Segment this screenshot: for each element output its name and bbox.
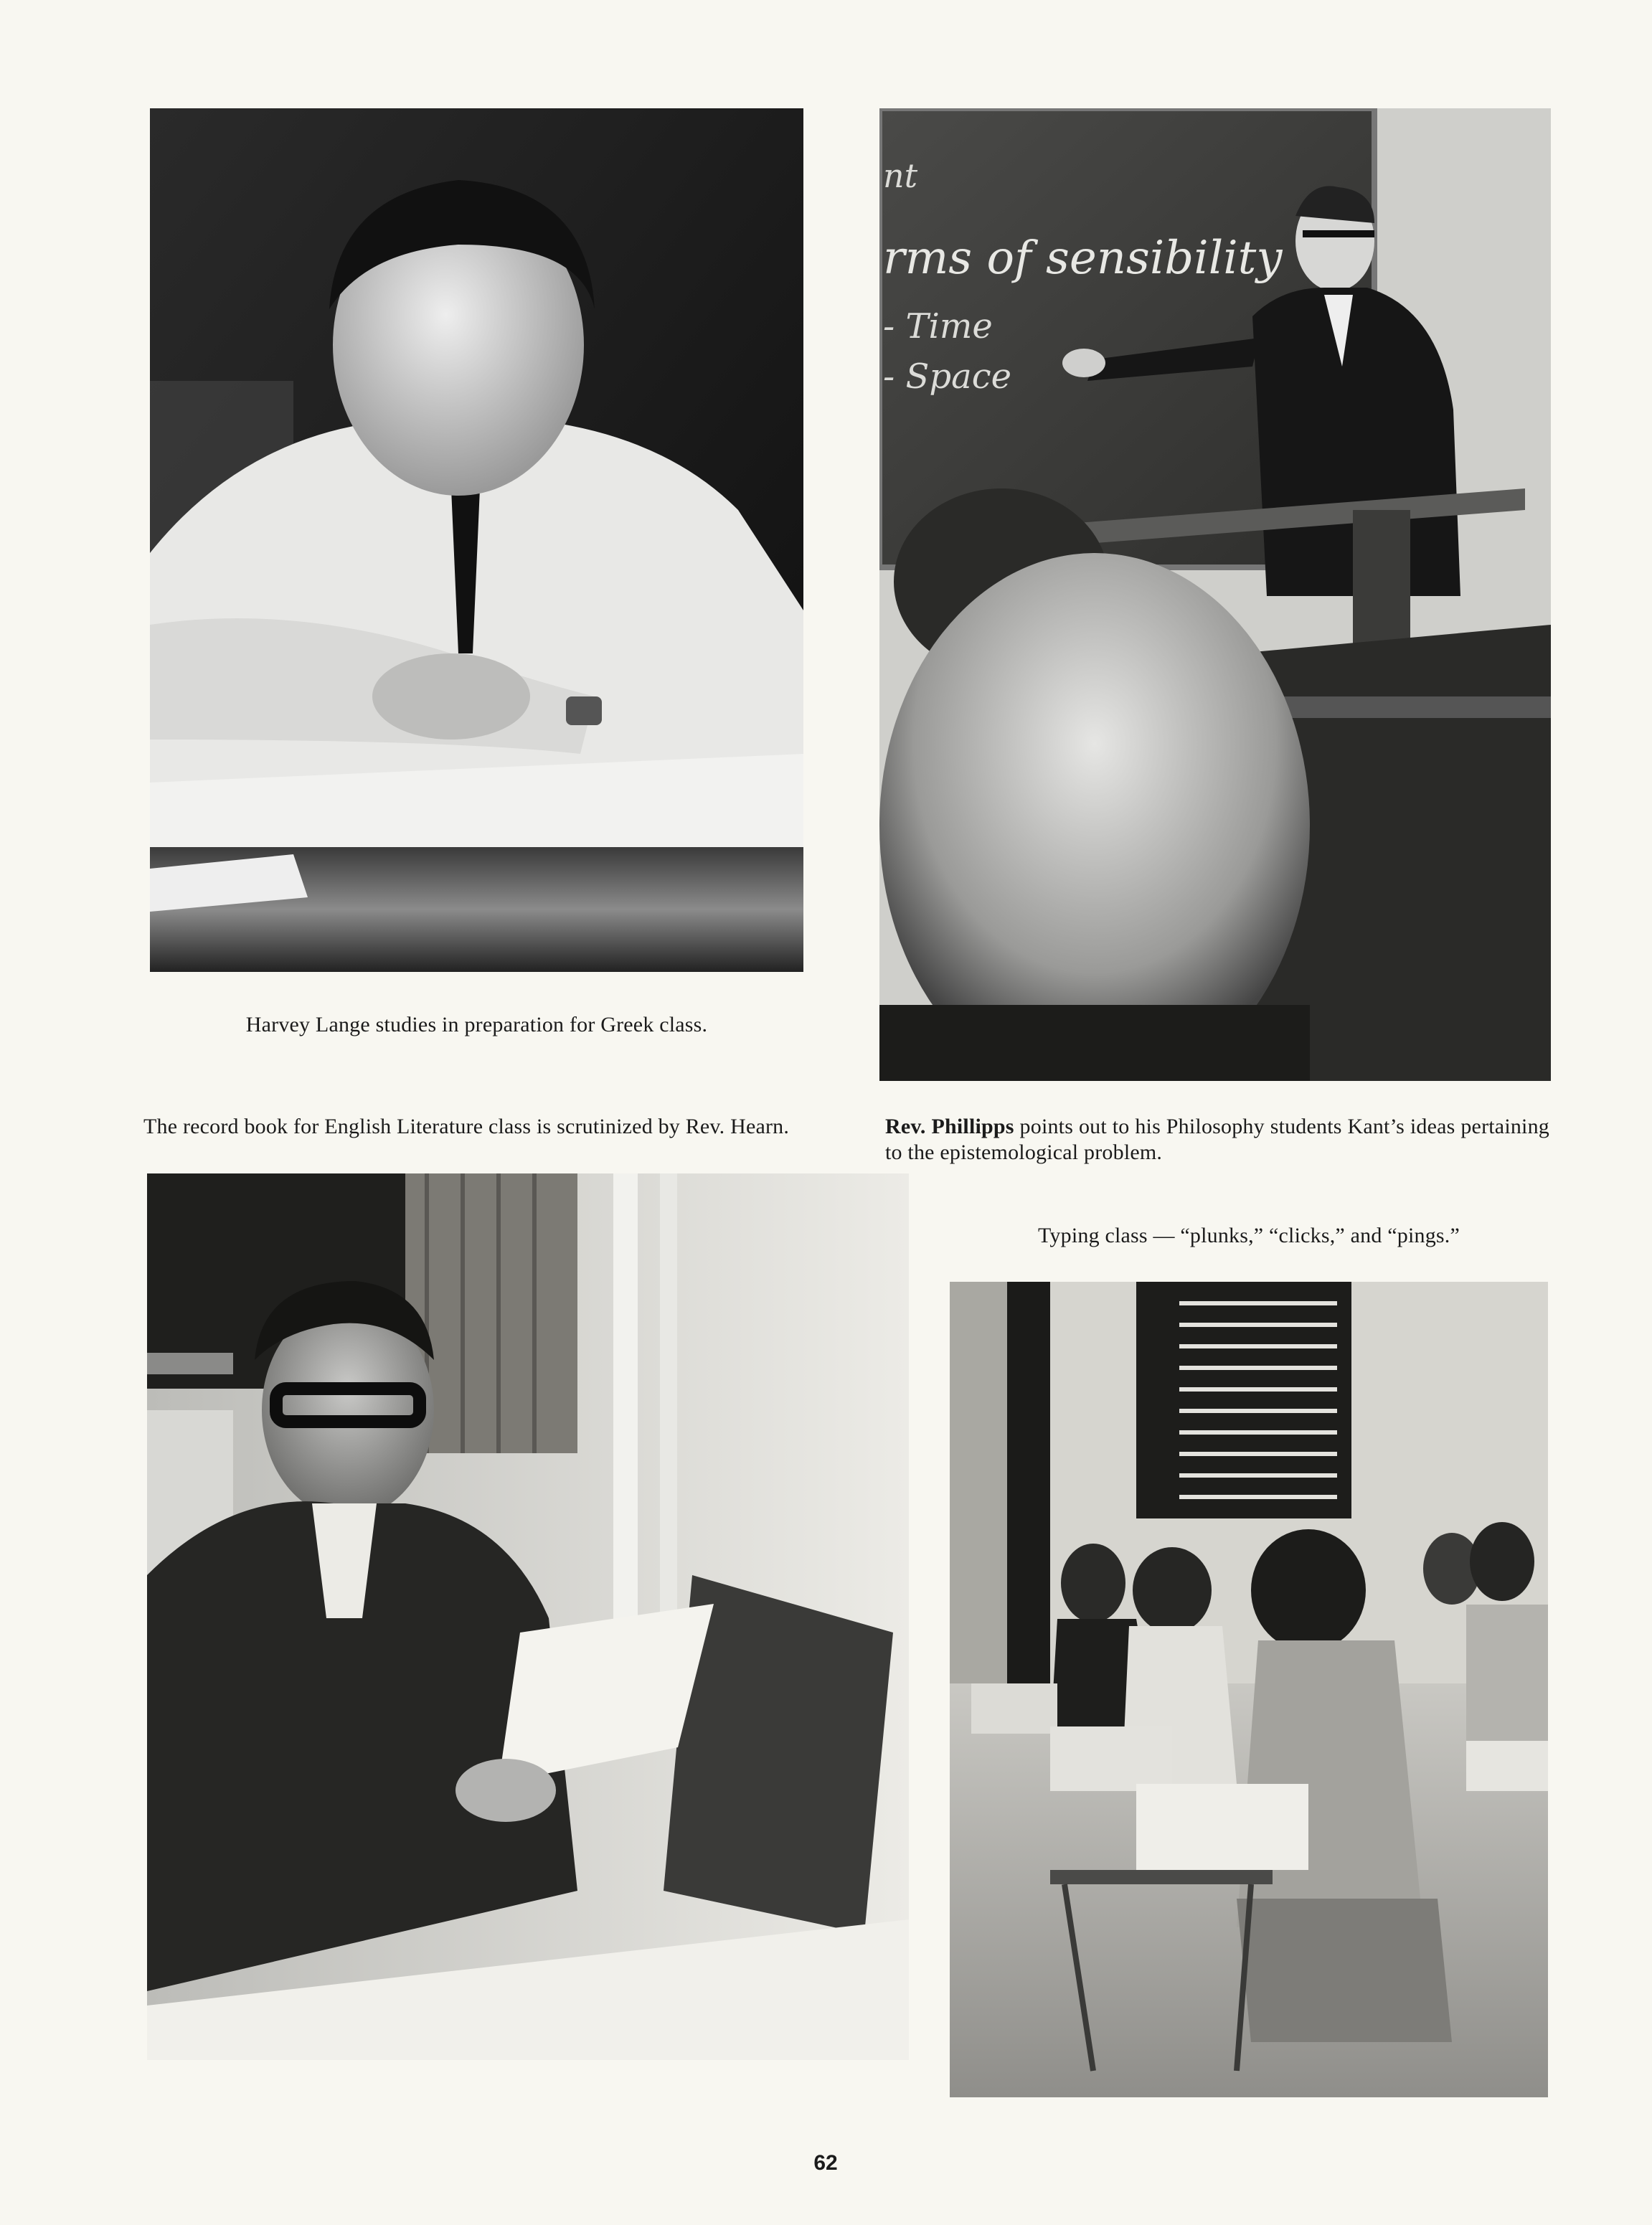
photo-typing-class bbox=[950, 1282, 1548, 2097]
caption-phillipps-rest: points out to his Philosophy students Kant’s ideas pertaining to the epistemological problem. bbox=[885, 1115, 1549, 1164]
page-number: 62 bbox=[813, 2151, 838, 2175]
chalk-line-4: - Space bbox=[883, 356, 1011, 397]
caption-harvey-lange: Harvey Lange studies in preparation for Greek class. bbox=[245, 1013, 708, 1036]
photo-harvey-lange-studying bbox=[150, 108, 803, 972]
caption-rev-phillipps bbox=[885, 1114, 1549, 1166]
photo-rev-phillipps-chalkboard bbox=[879, 108, 1551, 1081]
hearn-photo-art bbox=[147, 1173, 909, 2060]
photo-rev-hearn-record-book bbox=[147, 1173, 909, 2060]
caption-phillipps-lead: Rev. Phillipps bbox=[885, 1115, 1014, 1138]
caption-typing-class: Typing class — “plunks,” “clicks,” and “pings.” bbox=[1038, 1224, 1460, 1247]
chalk-line-1: nt bbox=[883, 156, 918, 195]
typing-photo-art bbox=[950, 1282, 1548, 2097]
caption-rev-hearn: The record book for English Literature class is scrutinized by Rev. Hearn. bbox=[143, 1115, 790, 1138]
chalk-line-2: rms of sensibility bbox=[883, 232, 1283, 285]
chalk-line-3: - Time bbox=[883, 306, 993, 346]
phillipps-photo-art bbox=[879, 108, 1551, 1081]
lange-photo-art bbox=[150, 108, 803, 972]
